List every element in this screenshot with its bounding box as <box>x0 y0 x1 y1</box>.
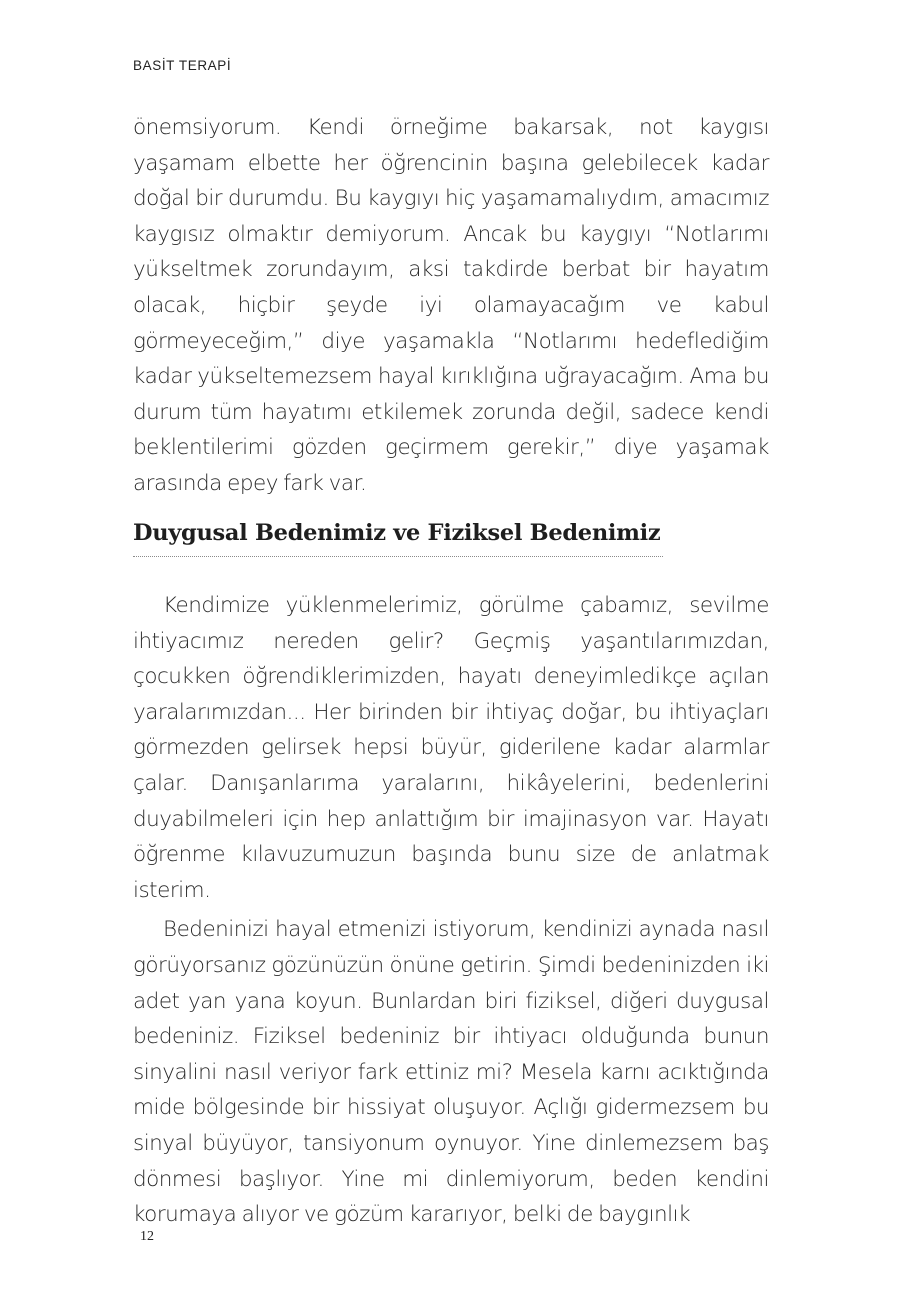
intro-paragraph: önemsiyorum. Kendi örneğime bakarsak, not kaygısı yaşamam elbette her öğrencinin başına gelebilecek kadar doğal bir durumdu. Bu kaygıyı hiç yaşamamalıydım, amacımız kaygısız olmaktır demiyorum. Ancak bu kaygıyı “Notlarımı yükseltmek zorundayım, aksi takdirde berbat bir hayatım olacak, hiçbir şeyde iyi olamayacağım ve kabul görmeyeceğim,” diye yaşamakla “Notlarımı hedeflediğim kadar yükseltemezsem hayal kırıklığına uğrayacağım. Ama bu durum tüm hayatımı etkilemek zorunda değil, sadece kendi beklentilerimi gözden geçirmem gerekir,” diye yaşamak arasında epey fark var. <box>133 115 769 496</box>
section-text-block <box>133 588 769 1233</box>
intro-text-block <box>133 110 769 502</box>
section-paragraph-1: Kendimize yüklenmelerimiz, görülme çabamız, sevilme ihtiyacımız nereden gelir? Geçmiş yaşantılarımızdan, çocukken öğrendiklerimizden, hayatı deneyimledikçe açılan yaralarımızdan... Her birinden bir ihtiyaç doğar, bu ihtiyaçları görmezden gelirsek hepsi büyür, giderilene kadar alarmlar çalar. Danışanlarıma yaralarını, hikâyelerini, bedenlerini duyabilmeleri için hep anlattığım bir imajinasyon var. Hayatı öğrenme kılavuzumuzun başında bunu size de anlatmak isterim. <box>133 593 769 903</box>
section-paragraph-2: Bedeninizi hayal etmenizi istiyorum, kendinizi aynada nasıl görüyorsanız gözünüzün önüne getirin. Şimdi bedeninizden iki adet yan yana koyun. Bunlardan biri fiziksel, diğeri duygusal bedeniniz. Fiziksel bedeniniz bir ihtiyacı olduğunda bunun sinyalini nasıl veriyor fark ettiniz mi? Mesela karnı acıktığında mide bölgesinde bir hissiyat oluşuyor. Açlığı gidermezsem bu sinyal büyüyor, tansiyonum oynuyor. Yine dinlemezsem baş dönmesi başlıyor. Yine mi dinlemiyorum, beden kendini korumaya alıyor ve gözüm kararıyor, belki de baygınlık <box>133 917 769 1228</box>
section-heading: Duygusal Bedenimiz ve Fiziksel Bedenimiz <box>133 520 663 557</box>
page-number: 12 <box>140 1229 154 1244</box>
running-header: BASİT TERAPİ <box>133 58 232 73</box>
